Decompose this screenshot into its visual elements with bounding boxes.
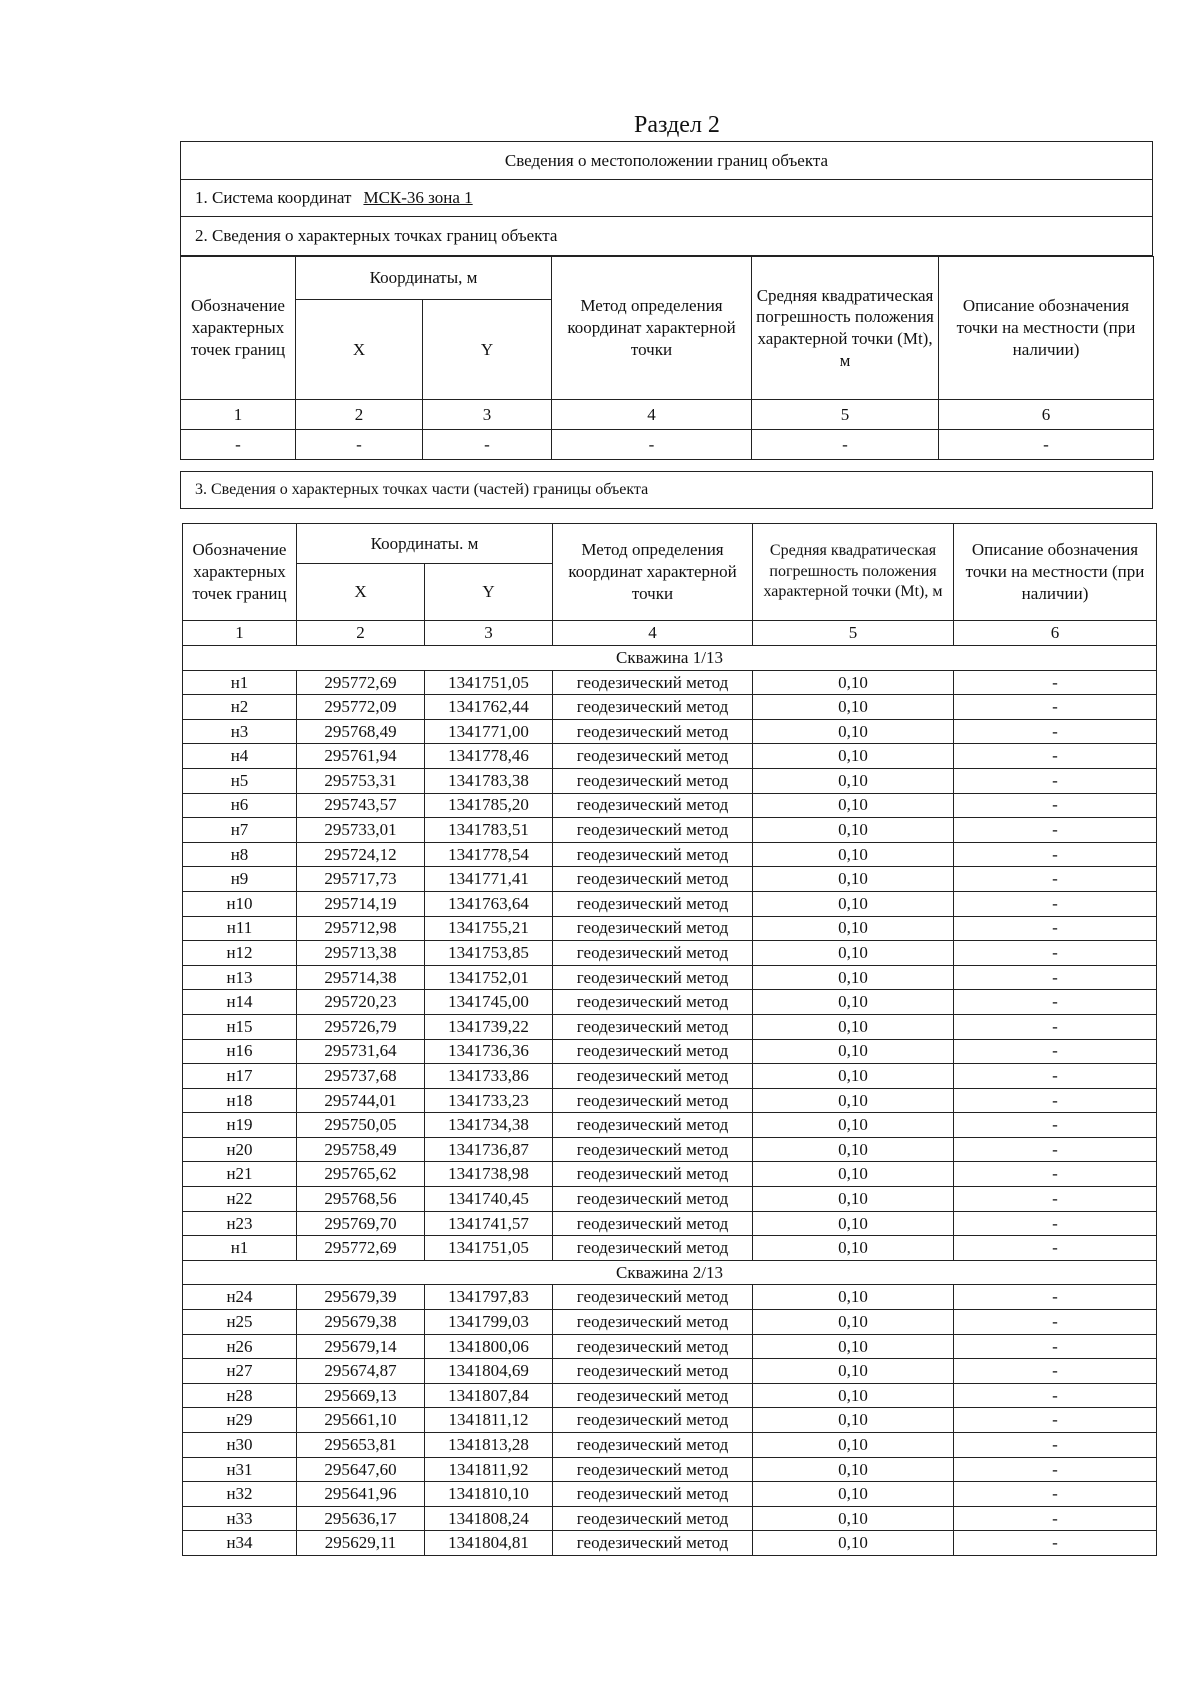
coord-x: 295679,14 [297,1334,425,1359]
method: геодезический метод [553,941,753,966]
coord-y: 1341741,57 [425,1211,553,1236]
point-id: н31 [183,1457,297,1482]
t1-num-cell: 2 [296,400,423,430]
section3-row [181,472,1152,507]
method: геодезический метод [553,719,753,744]
error-mt: 0,10 [753,1482,954,1507]
table-row [183,1531,1157,1556]
coord-x: 295712,98 [297,916,425,941]
error-mt: 0,10 [753,1433,954,1458]
description: - [954,990,1157,1015]
table-row [183,1014,1157,1039]
error-mt: 0,10 [753,1113,954,1138]
error-mt: 0,10 [753,1039,954,1064]
description: - [954,695,1157,720]
description: - [954,1088,1157,1113]
table-row [183,1433,1157,1458]
coord-y: 1341804,81 [425,1531,553,1556]
description: - [954,1137,1157,1162]
coord-y: 1341733,23 [425,1088,553,1113]
coord-x: 295636,17 [297,1506,425,1531]
method: геодезический метод [553,1482,753,1507]
table-row [183,1088,1157,1113]
point-id: н8 [183,842,297,867]
point-id: н32 [183,1482,297,1507]
method: геодезический метод [553,1014,753,1039]
t2-num-cell: 4 [553,621,753,646]
table-row [183,891,1157,916]
error-mt: 0,10 [753,965,954,990]
t1-empty-cell: - [181,430,296,460]
coord-x: 295769,70 [297,1211,425,1236]
description: - [954,867,1157,892]
method: геодезический метод [553,965,753,990]
coord-x: 295768,49 [297,719,425,744]
error-mt: 0,10 [753,1506,954,1531]
group-header-row [183,646,1157,671]
description: - [954,1310,1157,1335]
table-row [183,941,1157,966]
point-id: н16 [183,1039,297,1064]
table-row [183,719,1157,744]
t2-num-cell: 1 [183,621,297,646]
table-row [183,842,1157,867]
point-id: н20 [183,1137,297,1162]
section3-box [180,471,1153,509]
error-mt: 0,10 [753,1310,954,1335]
description: - [954,891,1157,916]
table-row [183,1359,1157,1384]
coord-y: 1341811,92 [425,1457,553,1482]
coord-y: 1341739,22 [425,1014,553,1039]
method: геодезический метод [553,1310,753,1335]
point-id: н26 [183,1334,297,1359]
t1-header-y: Y [423,300,552,400]
coord-x: 295669,13 [297,1383,425,1408]
coord-y: 1341800,06 [425,1334,553,1359]
description: - [954,818,1157,843]
method: геодезический метод [553,916,753,941]
t2-header-error: Средняя квадратическая погрешность положения характерной точки (Mt), м [753,524,954,621]
description: - [954,768,1157,793]
error-mt: 0,10 [753,1187,954,1212]
error-mt: 0,10 [753,670,954,695]
coord-x: 295772,09 [297,695,425,720]
coord-x: 295772,69 [297,1236,425,1261]
coord-y: 1341778,46 [425,744,553,769]
method: геодезический метод [553,842,753,867]
t2-number-row [183,621,1157,646]
table-row [183,670,1157,695]
t1-header-x: X [296,300,423,400]
coord-x: 295772,69 [297,670,425,695]
error-mt: 0,10 [753,867,954,892]
coord-y: 1341783,51 [425,818,553,843]
coord-x: 295714,38 [297,965,425,990]
description: - [954,916,1157,941]
point-id: н9 [183,867,297,892]
table-row [183,1113,1157,1138]
point-id: н13 [183,965,297,990]
coord-y: 1341733,86 [425,1064,553,1089]
t1-number-row [181,400,1154,430]
method: геодезический метод [553,891,753,916]
method: геодезический метод [553,1088,753,1113]
t2-header-coordinates: Координаты. м [297,524,553,564]
t2-num-cell: 6 [954,621,1157,646]
coord-y: 1341751,05 [425,1236,553,1261]
block-title-text: Сведения о местоположении границ объекта [504,150,829,170]
t2-header-y: Y [425,564,553,621]
coord-system-label: 1. Система координат [195,188,352,207]
error-mt: 0,10 [753,1457,954,1482]
error-mt: 0,10 [753,1285,954,1310]
coord-y: 1341783,38 [425,768,553,793]
t2-header-designation: Обозначение характерных точек границ [183,524,297,621]
method: геодезический метод [553,793,753,818]
coord-y: 1341807,84 [425,1383,553,1408]
point-id: н4 [183,744,297,769]
t2-header-x: X [297,564,425,621]
t1-empty-row [181,430,1154,460]
description: - [954,1359,1157,1384]
t1-header-error: Средняя квадратическая погрешность положения характерной точки (Mt), м [752,257,939,400]
table-row [183,1211,1157,1236]
t1-num-cell: 3 [423,400,552,430]
coord-x: 295737,68 [297,1064,425,1089]
coord-system-value: МСК-36 зона 1 [363,188,473,207]
coord-y: 1341734,38 [425,1113,553,1138]
group-header-row [183,1260,1157,1285]
table-row [183,867,1157,892]
t1-header-designation: Обозначение характерных точек границ [181,257,296,400]
table-row [183,768,1157,793]
point-id: н6 [183,793,297,818]
description: - [954,1457,1157,1482]
group-title: Скважина 1/13 [183,646,1157,671]
point-id: н33 [183,1506,297,1531]
description: - [954,1236,1157,1261]
point-id: н24 [183,1285,297,1310]
coord-x: 295726,79 [297,1014,425,1039]
error-mt: 0,10 [753,891,954,916]
t2-num-cell: 5 [753,621,954,646]
table-row [183,990,1157,1015]
description: - [954,719,1157,744]
point-id: н18 [183,1088,297,1113]
method: геодезический метод [553,1236,753,1261]
error-mt: 0,10 [753,1408,954,1433]
coord-y: 1341755,21 [425,916,553,941]
method: геодезический метод [553,1064,753,1089]
error-mt: 0,10 [753,695,954,720]
point-id: н7 [183,818,297,843]
method: геодезический метод [553,1162,753,1187]
point-id: н29 [183,1408,297,1433]
coord-y: 1341763,64 [425,891,553,916]
description: - [954,1211,1157,1236]
point-id: н30 [183,1433,297,1458]
table-row [183,1482,1157,1507]
coord-x: 295724,12 [297,842,425,867]
section2-label: 2. Сведения о характерных точках границ объекта [195,225,558,245]
point-id: н25 [183,1310,297,1335]
table-row [183,916,1157,941]
description: - [954,941,1157,966]
section-header-box [180,141,1153,256]
coord-x: 295731,64 [297,1039,425,1064]
point-id: н19 [183,1113,297,1138]
table-row [183,1457,1157,1482]
error-mt: 0,10 [753,1359,954,1384]
table-row [183,1064,1157,1089]
coord-y: 1341751,05 [425,670,553,695]
method: геодезический метод [553,1039,753,1064]
coord-y: 1341811,12 [425,1408,553,1433]
error-mt: 0,10 [753,1236,954,1261]
t1-num-cell: 6 [939,400,1154,430]
error-mt: 0,10 [753,793,954,818]
table-row [183,1506,1157,1531]
method: геодезический метод [553,1285,753,1310]
coord-x: 295758,49 [297,1137,425,1162]
coord-y: 1341736,87 [425,1137,553,1162]
section-title: Раздел 2 [634,112,720,138]
method: геодезический метод [553,1359,753,1384]
coord-y: 1341736,36 [425,1039,553,1064]
section2-row [181,217,1152,254]
table-row [183,1408,1157,1433]
table-row [183,1383,1157,1408]
error-mt: 0,10 [753,768,954,793]
group-title: Скважина 2/13 [183,1260,1157,1285]
coord-x: 295753,31 [297,768,425,793]
t1-empty-cell: - [552,430,752,460]
coord-y: 1341740,45 [425,1187,553,1212]
point-id: н28 [183,1383,297,1408]
point-id: н2 [183,695,297,720]
coord-x: 295714,19 [297,891,425,916]
error-mt: 0,10 [753,990,954,1015]
table-row [183,1236,1157,1261]
method: геодезический метод [553,744,753,769]
table-boundary-points [180,256,1154,460]
method: геодезический метод [553,1383,753,1408]
coord-y: 1341808,24 [425,1506,553,1531]
coord-y: 1341745,00 [425,990,553,1015]
point-id: н14 [183,990,297,1015]
coord-x: 295743,57 [297,793,425,818]
method: геодезический метод [553,1334,753,1359]
method: геодезический метод [553,670,753,695]
error-mt: 0,10 [753,1211,954,1236]
coord-x: 295679,38 [297,1310,425,1335]
coord-y: 1341813,28 [425,1433,553,1458]
description: - [954,1113,1157,1138]
description: - [954,1334,1157,1359]
error-mt: 0,10 [753,1334,954,1359]
method: геодезический метод [553,1433,753,1458]
method: геодезический метод [553,818,753,843]
t2-header-method: Метод определения координат характерной точки [553,524,753,621]
table-row [183,793,1157,818]
description: - [954,1383,1157,1408]
t1-empty-cell: - [296,430,423,460]
point-id: н1 [183,670,297,695]
t1-empty-cell: - [423,430,552,460]
coord-system-row [181,180,1152,217]
coord-y: 1341752,01 [425,965,553,990]
coord-x: 295629,11 [297,1531,425,1556]
error-mt: 0,10 [753,1064,954,1089]
coord-x: 295768,56 [297,1187,425,1212]
method: геодезический метод [553,867,753,892]
coord-x: 295647,60 [297,1457,425,1482]
description: - [954,1285,1157,1310]
coord-x: 295674,87 [297,1359,425,1384]
error-mt: 0,10 [753,941,954,966]
description: - [954,1408,1157,1433]
point-id: н12 [183,941,297,966]
description: - [954,1064,1157,1089]
description: - [954,1531,1157,1556]
coord-y: 1341753,85 [425,941,553,966]
coord-x: 295661,10 [297,1408,425,1433]
description: - [954,1039,1157,1064]
description: - [954,1187,1157,1212]
point-id: н3 [183,719,297,744]
description: - [954,1482,1157,1507]
method: геодезический метод [553,1506,753,1531]
table-row [183,1187,1157,1212]
coord-y: 1341804,69 [425,1359,553,1384]
method: геодезический метод [553,1408,753,1433]
table-row [183,744,1157,769]
point-id: н27 [183,1359,297,1384]
block-title [181,142,1152,180]
description: - [954,842,1157,867]
coord-y: 1341738,98 [425,1162,553,1187]
point-id: н10 [183,891,297,916]
point-id: н1 [183,1236,297,1261]
coord-x: 295679,39 [297,1285,425,1310]
error-mt: 0,10 [753,916,954,941]
table-part-points [182,523,1157,1556]
method: геодезический метод [553,1113,753,1138]
coord-y: 1341785,20 [425,793,553,818]
t2-num-cell: 3 [425,621,553,646]
table-row [183,818,1157,843]
method: геодезический метод [553,1531,753,1556]
description: - [954,670,1157,695]
table-row [183,695,1157,720]
t1-header-description: Описание обозначения точки на местности (при наличии) [939,257,1154,400]
table-row [183,1334,1157,1359]
method: геодезический метод [553,695,753,720]
coord-y: 1341799,03 [425,1310,553,1335]
method: геодезический метод [553,990,753,1015]
error-mt: 0,10 [753,1137,954,1162]
description: - [954,1506,1157,1531]
t2-header-description: Описание обозначения точки на местности (при наличии) [954,524,1157,621]
t1-num-cell: 4 [552,400,752,430]
t1-num-cell: 1 [181,400,296,430]
coord-y: 1341771,00 [425,719,553,744]
description: - [954,1014,1157,1039]
table-row [183,1310,1157,1335]
t1-header-coordinates: Координаты, м [296,257,552,300]
method: геодезический метод [553,768,753,793]
error-mt: 0,10 [753,744,954,769]
coord-x: 295653,81 [297,1433,425,1458]
error-mt: 0,10 [753,1383,954,1408]
coord-y: 1341797,83 [425,1285,553,1310]
error-mt: 0,10 [753,842,954,867]
table-row [183,1162,1157,1187]
t1-empty-cell: - [752,430,939,460]
t1-num-cell: 5 [752,400,939,430]
coord-y: 1341762,44 [425,695,553,720]
coord-y: 1341778,54 [425,842,553,867]
point-id: н15 [183,1014,297,1039]
table-row [183,1137,1157,1162]
table-row [183,965,1157,990]
coord-x: 295717,73 [297,867,425,892]
point-id: н22 [183,1187,297,1212]
t1-header-method: Метод определения координат характерной точки [552,257,752,400]
error-mt: 0,10 [753,1088,954,1113]
t1-empty-cell: - [939,430,1154,460]
method: геодезический метод [553,1457,753,1482]
coord-y: 1341810,10 [425,1482,553,1507]
coord-x: 295765,62 [297,1162,425,1187]
error-mt: 0,10 [753,1162,954,1187]
point-id: н23 [183,1211,297,1236]
description: - [954,965,1157,990]
method: геодезический метод [553,1137,753,1162]
description: - [954,793,1157,818]
error-mt: 0,10 [753,1014,954,1039]
method: геодезический метод [553,1187,753,1212]
coord-x: 295713,38 [297,941,425,966]
point-id: н5 [183,768,297,793]
coord-x: 295720,23 [297,990,425,1015]
description: - [954,1162,1157,1187]
table-row [183,1285,1157,1310]
section3-label: 3. Сведения о характерных точках части (частей) границы объекта [195,480,649,498]
description: - [954,1433,1157,1458]
error-mt: 0,10 [753,1531,954,1556]
coord-x: 295761,94 [297,744,425,769]
coord-y: 1341771,41 [425,867,553,892]
method: геодезический метод [553,1211,753,1236]
description: - [954,744,1157,769]
error-mt: 0,10 [753,818,954,843]
point-id: н11 [183,916,297,941]
coord-x: 295641,96 [297,1482,425,1507]
table-row [183,1039,1157,1064]
point-id: н21 [183,1162,297,1187]
point-id: н17 [183,1064,297,1089]
coord-x: 295744,01 [297,1088,425,1113]
coord-x: 295750,05 [297,1113,425,1138]
t2-num-cell: 2 [297,621,425,646]
error-mt: 0,10 [753,719,954,744]
coord-x: 295733,01 [297,818,425,843]
point-id: н34 [183,1531,297,1556]
